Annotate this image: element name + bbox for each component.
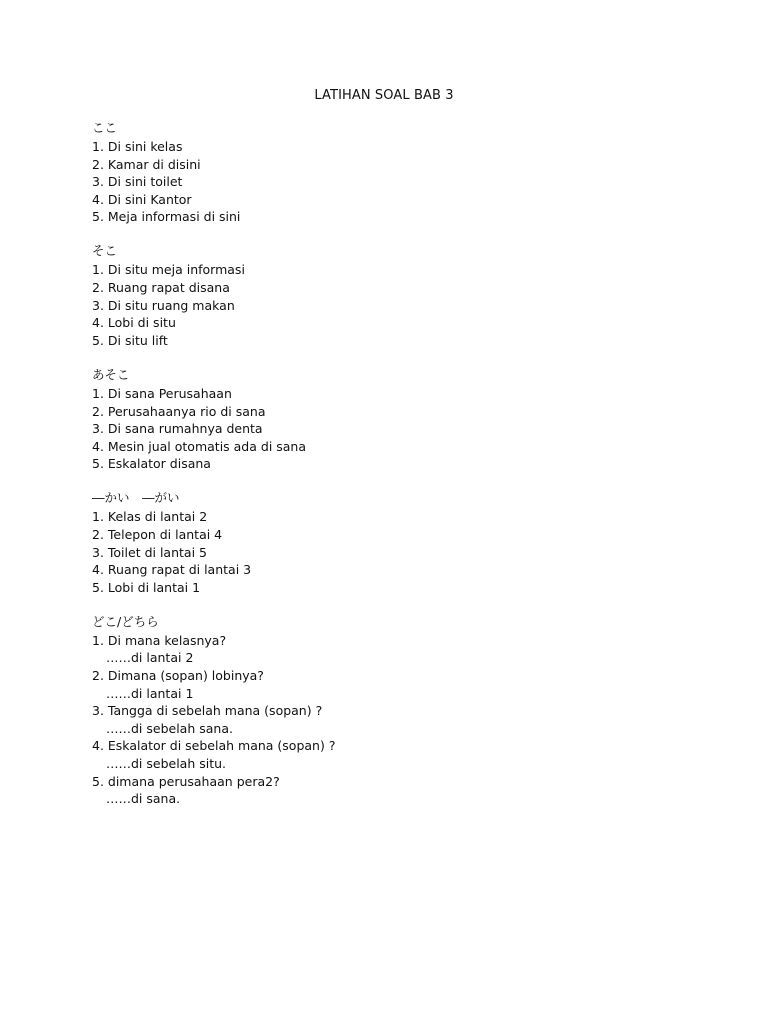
answer-item: ……di lantai 1 [106, 685, 194, 701]
section-doko-dochira [92, 612, 692, 808]
answer-item: ……di sebelah situ. [106, 756, 227, 772]
list-item: 3. Di situ ruang makan [92, 297, 235, 313]
list-item: 4. Mesin jual otomatis ada di sana [92, 438, 307, 454]
list-item: 4. Di sini Kantor [92, 191, 192, 207]
list-item: 2. Kamar di disini [92, 156, 201, 172]
list-item: 5. Di situ lift [92, 332, 168, 348]
document-body [92, 118, 692, 823]
section-soko [92, 241, 692, 349]
section-heading: そこ [92, 243, 118, 259]
list-item: 4. Ruang rapat di lantai 3 [92, 562, 252, 578]
list-item: 2. Perusahaanya rio di sana [92, 403, 266, 419]
list-item: 1. Di sana Perusahaan [92, 385, 232, 401]
section-heading: あそこ [92, 366, 130, 382]
section-heading: ―かい ―がい [92, 490, 180, 506]
section-asoko [92, 365, 692, 473]
answer-item: ……di lantai 2 [106, 650, 194, 666]
section-kai-gai [92, 488, 692, 596]
list-item: 1. Di situ meja informasi [92, 262, 245, 278]
list-item: 3. Di sana rumahnya denta [92, 421, 263, 437]
section-heading: ここ [92, 120, 118, 135]
list-item: 3. Toilet di lantai 5 [92, 544, 207, 560]
question-item: 3. Tangga di sebelah mana (sopan) ? [92, 703, 323, 719]
list-item: 5. Lobi di lantai 1 [92, 579, 201, 595]
question-item: 5. dimana perusahaan pera2? [92, 773, 280, 789]
section-heading: どこ/どちら [92, 613, 159, 629]
list-item: 5. Eskalator disana [92, 456, 211, 472]
list-item: 1. Di sini kelas [92, 139, 183, 154]
answer-item: ……di sebelah sana. [106, 720, 233, 736]
list-item: 3. Di sini toilet [92, 174, 183, 190]
list-item: 5. Meja informasi di sini [92, 209, 241, 225]
list-item: 2. Telepon di lantai 4 [92, 527, 223, 542]
question-item: 2. Dimana (sopan) lobinya? [92, 668, 264, 684]
section-koko [92, 118, 692, 226]
list-item: 1. Kelas di lantai 2 [92, 509, 208, 525]
list-item: 4. Lobi di situ [92, 315, 176, 331]
question-item: 1. Di mana kelasnya? [92, 632, 227, 648]
page-title: LATIHAN SOAL BAB 3 [314, 88, 454, 103]
question-item: 4. Eskalator di sebelah mana (sopan) ? [92, 738, 336, 754]
answer-item: ……di sana. [106, 791, 181, 807]
list-item: 2. Ruang rapat disana [92, 280, 230, 296]
